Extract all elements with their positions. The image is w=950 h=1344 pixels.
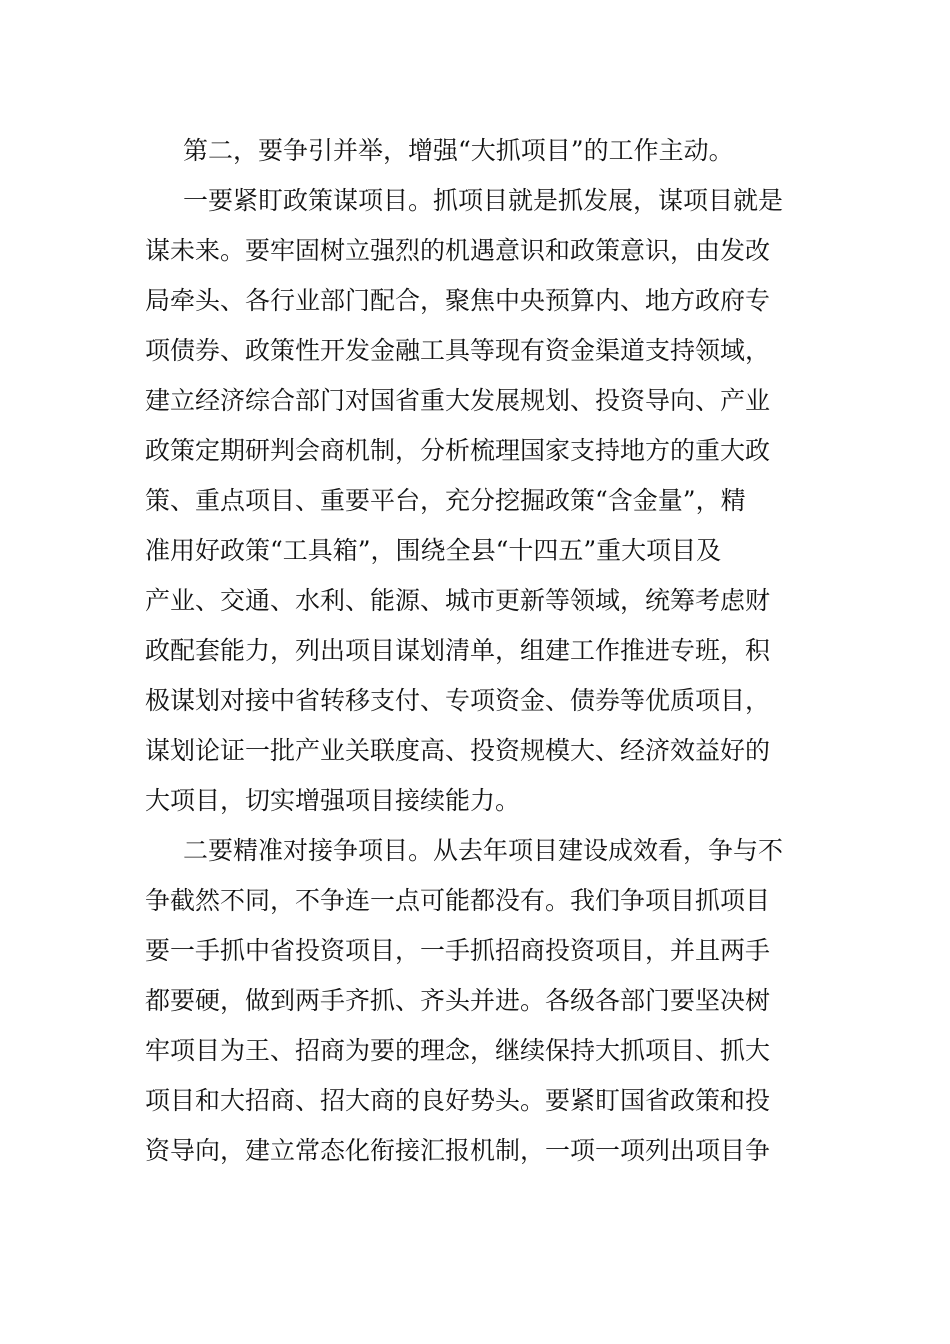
paragraph-line: 牢项目为王、招商为要的理念，继续保持大抓项目、抓大: [145, 1036, 771, 1065]
paragraph-line: 准用好政策“工具箱”，围绕全县“十四五”重大项目及: [145, 536, 722, 565]
paragraph-line: 建立经济综合部门对国省重大发展规划、投资导向、产业: [145, 386, 771, 415]
section-heading: 第二，要争引并举，增强“大抓项目”的工作主动。: [183, 136, 734, 165]
paragraph-line: 项债券、政策性开发金融工具等现有资金渠道支持领域，: [145, 336, 771, 365]
paragraph-line: 政策定期研判会商机制，分析梳理国家支持地方的重大政: [145, 436, 771, 465]
paragraph-line: 政配套能力，列出项目谋划清单，组建工作推进专班，积: [145, 636, 771, 665]
paragraph-line: 项目和大招商、招大商的良好势头。要紧盯国省政策和投: [145, 1086, 771, 1115]
paragraph-line: 资导向，建立常态化衔接汇报机制，一项一项列出项目争: [145, 1136, 771, 1165]
paragraph-line: 策、重点项目、重要平台，充分挖掘政策“含金量”，精: [145, 486, 746, 515]
paragraph-line: 一要紧盯政策谋项目。抓项目就是抓发展，谋项目就是: [183, 186, 784, 215]
paragraph-line: 要一手抓中省投资项目，一手抓招商投资项目，并且两手: [145, 936, 771, 965]
paragraph-line: 大项目，切实增强项目接续能力。: [145, 786, 521, 815]
paragraph-line: 极谋划对接中省转移支付、专项资金、债券等优质项目，: [145, 686, 771, 715]
paragraph-line: 二要精准对接争项目。从去年项目建设成效看，争与不: [183, 836, 784, 865]
paragraph-line: 都要硬，做到两手齐抓、齐头并进。各级各部门要坚决树: [145, 986, 771, 1015]
paragraph-line: 谋划论证一批产业关联度高、投资规模大、经济效益好的: [145, 736, 771, 765]
paragraph-line: 局牵头、各行业部门配合，聚焦中央预算内、地方政府专: [145, 286, 771, 315]
paragraph-line: 产业、交通、水利、能源、城市更新等领域，统筹考虑财: [145, 586, 771, 615]
paragraph-line: 谋未来。要牢固树立强烈的机遇意识和政策意识，由发改: [145, 236, 771, 265]
paragraph-line: 争截然不同，不争连一点可能都没有。我们争项目抓项目: [145, 886, 771, 915]
